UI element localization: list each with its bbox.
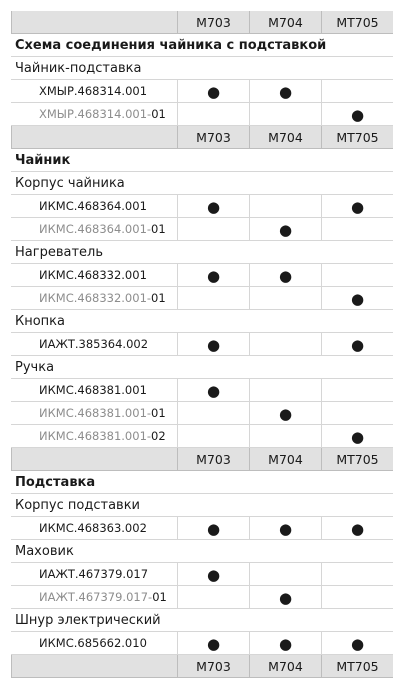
mark-cell-3 xyxy=(321,586,393,608)
column-header-3: MT705 xyxy=(321,126,393,148)
bullet-icon: ● xyxy=(206,382,221,400)
section-heading: Подставка xyxy=(11,471,393,494)
column-header-row xyxy=(11,126,393,149)
part-number-cell xyxy=(11,517,177,539)
bullet-icon: ● xyxy=(350,290,365,308)
part-number: ХМЫР.468314.001 xyxy=(39,84,148,98)
part-number-cell xyxy=(11,218,177,240)
part-number-suffix: 02 xyxy=(151,429,166,443)
header-blank-cell xyxy=(11,448,177,470)
group-label: Корпус подставки xyxy=(11,494,393,517)
mark-cell-2 xyxy=(249,425,321,447)
mark-cell-3 xyxy=(321,287,393,309)
bullet-icon: ● xyxy=(206,520,221,538)
bullet-icon: ● xyxy=(278,405,293,423)
part-number-cell xyxy=(11,287,177,309)
column-header-2: M704 xyxy=(249,126,321,148)
column-header-1: M703 xyxy=(177,11,249,33)
table-row xyxy=(11,195,393,218)
bullet-icon: ● xyxy=(350,106,365,124)
table-row xyxy=(11,425,393,448)
column-header-2: M704 xyxy=(249,11,321,33)
mark-cell-1 xyxy=(177,517,249,539)
mark-cell-1 xyxy=(177,195,249,217)
part-number: ИКМС.468364.001 xyxy=(39,199,147,213)
bullet-icon: ● xyxy=(278,589,293,607)
part-number-suffix: 01 xyxy=(151,107,166,121)
bullet-icon: ● xyxy=(350,198,365,216)
part-number: ИАЖТ.385364.002 xyxy=(39,337,149,351)
column-header-1: M703 xyxy=(177,126,249,148)
part-number-cell xyxy=(11,195,177,217)
mark-cell-1 xyxy=(177,103,249,125)
part-number: ХМЫР.468314.001- xyxy=(39,107,152,121)
part-number: ИКМС.468381.001- xyxy=(39,406,152,420)
group-label: Чайник-подставка xyxy=(11,57,393,80)
mark-cell-3 xyxy=(321,218,393,240)
table-row xyxy=(11,586,393,609)
mark-cell-2 xyxy=(249,80,321,102)
mark-cell-3 xyxy=(321,379,393,401)
mark-cell-2 xyxy=(249,379,321,401)
mark-cell-2 xyxy=(249,264,321,286)
mark-cell-1 xyxy=(177,287,249,309)
mark-cell-1 xyxy=(177,80,249,102)
column-header-2: M704 xyxy=(249,655,321,677)
table-row xyxy=(11,379,393,402)
bullet-icon: ● xyxy=(206,336,221,354)
mark-cell-1 xyxy=(177,402,249,424)
part-number-cell xyxy=(11,402,177,424)
table-row xyxy=(11,287,393,310)
table-row xyxy=(11,517,393,540)
mark-cell-3 xyxy=(321,333,393,355)
bullet-icon: ● xyxy=(206,267,221,285)
column-header-1: M703 xyxy=(177,655,249,677)
column-header-row xyxy=(11,448,393,471)
bullet-icon: ● xyxy=(206,566,221,584)
column-header-1: M703 xyxy=(177,448,249,470)
part-number-suffix: 01 xyxy=(151,222,166,236)
bullet-icon: ● xyxy=(350,520,365,538)
mark-cell-3 xyxy=(321,402,393,424)
mark-cell-3 xyxy=(321,563,393,585)
table-row xyxy=(11,563,393,586)
mark-cell-3 xyxy=(321,103,393,125)
header-blank-cell xyxy=(11,126,177,148)
table-row xyxy=(11,80,393,103)
part-number-cell xyxy=(11,264,177,286)
part-number: ИКМС.468364.001- xyxy=(39,222,152,236)
mark-cell-1 xyxy=(177,632,249,654)
mark-cell-3 xyxy=(321,195,393,217)
part-number-cell xyxy=(11,425,177,447)
mark-cell-3 xyxy=(321,517,393,539)
compatibility-table xyxy=(11,11,393,678)
part-number: ИКМС.468332.001 xyxy=(39,268,147,282)
bullet-icon: ● xyxy=(278,635,293,653)
table-row xyxy=(11,264,393,287)
bullet-icon: ● xyxy=(278,520,293,538)
column-header-2: M704 xyxy=(249,448,321,470)
mark-cell-2 xyxy=(249,287,321,309)
mark-cell-2 xyxy=(249,563,321,585)
bullet-icon: ● xyxy=(206,635,221,653)
mark-cell-1 xyxy=(177,333,249,355)
mark-cell-2 xyxy=(249,333,321,355)
mark-cell-1 xyxy=(177,379,249,401)
mark-cell-2 xyxy=(249,632,321,654)
part-number: ИАЖТ.467379.017- xyxy=(39,590,153,604)
mark-cell-2 xyxy=(249,103,321,125)
bullet-icon: ● xyxy=(350,428,365,446)
group-label: Ручка xyxy=(11,356,393,379)
table-row xyxy=(11,218,393,241)
mark-cell-2 xyxy=(249,218,321,240)
part-number: ИКМС.468381.001 xyxy=(39,383,147,397)
mark-cell-1 xyxy=(177,218,249,240)
part-number: ИАЖТ.467379.017 xyxy=(39,567,149,581)
bullet-icon: ● xyxy=(350,635,365,653)
bullet-icon: ● xyxy=(206,83,221,101)
header-blank-cell xyxy=(11,11,177,33)
group-label: Кнопка xyxy=(11,310,393,333)
mark-cell-2 xyxy=(249,586,321,608)
mark-cell-2 xyxy=(249,402,321,424)
part-number: ИКМС.468381.001- xyxy=(39,429,152,443)
part-number-cell xyxy=(11,632,177,654)
table-row xyxy=(11,632,393,655)
mark-cell-2 xyxy=(249,517,321,539)
bullet-icon: ● xyxy=(206,198,221,216)
mark-cell-3 xyxy=(321,80,393,102)
column-header-row xyxy=(11,655,393,678)
part-number-cell xyxy=(11,563,177,585)
bullet-icon: ● xyxy=(350,336,365,354)
part-number-cell xyxy=(11,379,177,401)
table-row xyxy=(11,333,393,356)
group-label: Маховик xyxy=(11,540,393,563)
bullet-icon: ● xyxy=(278,221,293,239)
part-number-cell xyxy=(11,586,177,608)
part-number-suffix: 01 xyxy=(151,291,166,305)
part-number-suffix: 01 xyxy=(152,590,167,604)
part-number-cell xyxy=(11,80,177,102)
column-header-3: MT705 xyxy=(321,11,393,33)
mark-cell-1 xyxy=(177,425,249,447)
group-label: Корпус чайника xyxy=(11,172,393,195)
header-blank-cell xyxy=(11,655,177,677)
group-label: Шнур электрический xyxy=(11,609,393,632)
part-number-suffix: 01 xyxy=(151,406,166,420)
bullet-icon: ● xyxy=(278,267,293,285)
mark-cell-1 xyxy=(177,586,249,608)
part-number: ИКМС.685662.010 xyxy=(39,636,147,650)
mark-cell-3 xyxy=(321,264,393,286)
mark-cell-3 xyxy=(321,632,393,654)
column-header-3: MT705 xyxy=(321,448,393,470)
column-header-3: MT705 xyxy=(321,655,393,677)
bullet-icon: ● xyxy=(278,83,293,101)
mark-cell-1 xyxy=(177,264,249,286)
mark-cell-1 xyxy=(177,563,249,585)
group-label: Нагреватель xyxy=(11,241,393,264)
section-heading: Схема соединения чайника с подставкой xyxy=(11,34,393,57)
table-row xyxy=(11,103,393,126)
part-number-cell xyxy=(11,103,177,125)
column-header-row xyxy=(11,11,393,34)
mark-cell-2 xyxy=(249,195,321,217)
part-number: ИКМС.468332.001- xyxy=(39,291,152,305)
section-heading: Чайник xyxy=(11,149,393,172)
part-number: ИКМС.468363.002 xyxy=(39,521,147,535)
part-number-cell xyxy=(11,333,177,355)
table-row xyxy=(11,402,393,425)
mark-cell-3 xyxy=(321,425,393,447)
